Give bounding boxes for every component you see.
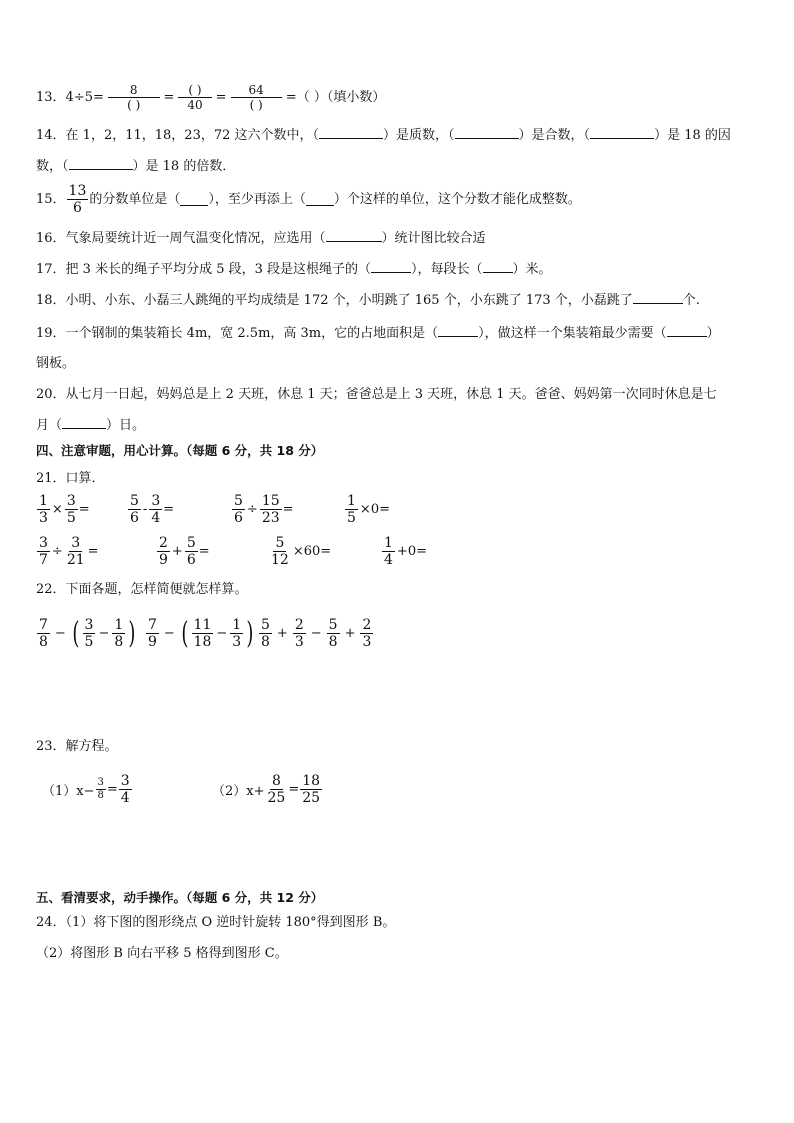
operator: +	[171, 544, 183, 559]
equals-sign: =	[198, 544, 210, 559]
q13-tail: =（ ）（填小数）	[285, 89, 386, 105]
fraction: $\frac{15}{23}$	[261, 493, 280, 526]
answer-blank[interactable]	[69, 157, 133, 170]
answer-blank[interactable]	[62, 416, 106, 429]
answer-blank[interactable]	[455, 126, 519, 139]
section-5-heading: 五、看清要求，动手操作。（每题 6 分，共 12 分）	[36, 890, 324, 905]
oral-calc-item	[344, 494, 391, 525]
fraction: $\frac{3}{4}$	[151, 493, 161, 526]
oral-calc-item	[268, 536, 332, 567]
q22-expression-2: $\frac{7}{9}$ − ( $\frac{11}{18}$ − $\frac{1}{3}$ )	[148, 615, 254, 651]
answer-blank[interactable]	[180, 193, 208, 206]
q23-equation-1: （1）x− $\frac{3}{8}$ = $\frac{3}{4}$	[42, 773, 130, 806]
left-paren-icon: (	[181, 615, 189, 651]
q13-fraction-3: $\frac{64}{( )}$	[231, 84, 282, 111]
operator: ×0=	[359, 502, 390, 517]
question-19-line-1: 19．一个钢制的集装箱长 4m，宽 2.5m，高 3m，它的占地面积是（ ），做这样一个集装箱最少需要（ ）	[36, 326, 720, 341]
left-paren-icon: (	[72, 615, 80, 651]
fraction: $\frac{1}{5}$	[347, 493, 356, 526]
oral-calc-item	[127, 494, 174, 525]
section-4-heading: 四、注意审题，用心计算。（每题 6 分，共 18 分）	[36, 443, 324, 458]
fraction: $\frac{5}{6}$	[130, 493, 139, 526]
fraction: $\frac{5}{6}$	[234, 493, 243, 526]
answer-blank[interactable]	[326, 229, 382, 242]
question-24-line-1: 24．（1）将下图的图形绕点 O 逆时针旋转 180°得到图形 B。	[36, 915, 396, 930]
oral-calc-item	[36, 494, 90, 525]
equals-sign: =	[282, 502, 294, 517]
question-13: 13． 4÷5= $\frac{8}{( )}$ = $\frac{( )}{40}$ = $\frac{64}{( )}$ =（ ）（填小数）	[36, 83, 386, 112]
equals-sign: =	[163, 502, 175, 517]
fraction: $\frac{3}{5}$	[66, 493, 76, 526]
question-14-line-2: 数，（ ）是 18 的倍数．	[36, 159, 236, 174]
question-24-line-2: （2）将图形 B 向右平移 5 格得到图形 C。	[36, 946, 288, 961]
question-23-title: 23．解方程。	[36, 739, 118, 754]
oral-calc-item	[231, 494, 294, 525]
oral-calc-item	[36, 536, 99, 567]
operator: ÷	[246, 502, 258, 517]
q23-equation-2: （2）x+ $\frac{8}{25}$ = $\frac{18}{25}$	[212, 773, 321, 806]
operator: ×60=	[292, 544, 332, 559]
operator: -	[142, 502, 148, 517]
question-15: 15． $\frac{13}{6}$ 的分数单位是（ ），至少再添上（ ）个这样的单位，这个分数才能化成整数。	[36, 183, 581, 216]
oral-calc-item	[156, 536, 210, 567]
question-20-line-2: 月（ ）日。	[36, 418, 146, 433]
fraction: $\frac{2}{9}$	[159, 535, 168, 568]
answer-blank[interactable]	[633, 291, 683, 304]
oral-calc-item	[381, 536, 428, 567]
operator: ÷	[51, 544, 63, 559]
answer-blank[interactable]	[306, 193, 334, 206]
answer-blank[interactable]	[667, 324, 707, 337]
answer-blank[interactable]	[590, 126, 654, 139]
answer-blank[interactable]	[483, 260, 513, 273]
question-16: 16．气象局要统计近一周气温变化情况，应选用（ ）统计图比较合适	[36, 231, 486, 246]
question-14-line-1: 14．在 1，2，11，18，23，72 这六个数中，（ ）是质数，（ ）是合数，（ ）是 18 的因	[36, 128, 731, 143]
question-18: 18．小明、小东、小磊三人跳绳的平均成绩是 172 个，小明跳了 165 个，小东跳了 173 个，小磊跳了 个.	[36, 293, 700, 308]
answer-blank[interactable]	[319, 126, 383, 139]
operator: ×	[51, 502, 63, 517]
q22-expression-1: $\frac{7}{8}$ − ( $\frac{3}{5}$ − $\frac{1}{8}$ )	[39, 615, 136, 651]
fraction: $\frac{3}{21}$	[66, 535, 85, 568]
fraction: $\frac{3}{7}$	[39, 535, 48, 568]
equals-sign: =	[78, 502, 90, 517]
right-paren-icon: )	[128, 615, 136, 651]
answer-blank[interactable]	[438, 324, 478, 337]
q13-fraction-2: $\frac{( )}{40}$	[178, 84, 211, 111]
q15-fraction: $\frac{13}{6}$	[68, 183, 87, 216]
equals-sign: =	[87, 544, 99, 559]
right-paren-icon: )	[246, 615, 254, 651]
question-22-title: 22．下面各题，怎样简便就怎样算。	[36, 582, 248, 597]
operator: +0=	[396, 544, 427, 559]
q13-fraction-1: $\frac{8}{( )}$	[108, 84, 160, 111]
q13-number: 13．	[36, 89, 66, 105]
question-20-line-1: 20．从七月一日起，妈妈总是上 2 天班，休息 1 天；爸爸总是上 3 天班，休息 1 天。爸爸、妈妈第一次同时休息是七	[36, 387, 717, 402]
q22-expression-3: $\frac{5}{8}$ + $\frac{2}{3}$ − $\frac{5}{8}$ + $\frac{2}{3}$	[261, 617, 372, 650]
fraction: $\frac{5}{12}$	[271, 535, 289, 568]
fraction: $\frac{1}{4}$	[384, 535, 393, 568]
q13-lead: 4÷5=	[65, 89, 104, 105]
question-17: 17．把 3 米长的绳子平均分成 5 段，3 段是这根绳子的（ ），每段长（ ）米。	[36, 262, 552, 277]
answer-blank[interactable]	[371, 260, 411, 273]
fraction: $\frac{5}{6}$	[186, 535, 196, 568]
question-19-line-2: 钢板。	[36, 356, 76, 371]
fraction: $\frac{1}{3}$	[39, 493, 48, 526]
question-21-title: 21．口算．	[36, 471, 105, 486]
